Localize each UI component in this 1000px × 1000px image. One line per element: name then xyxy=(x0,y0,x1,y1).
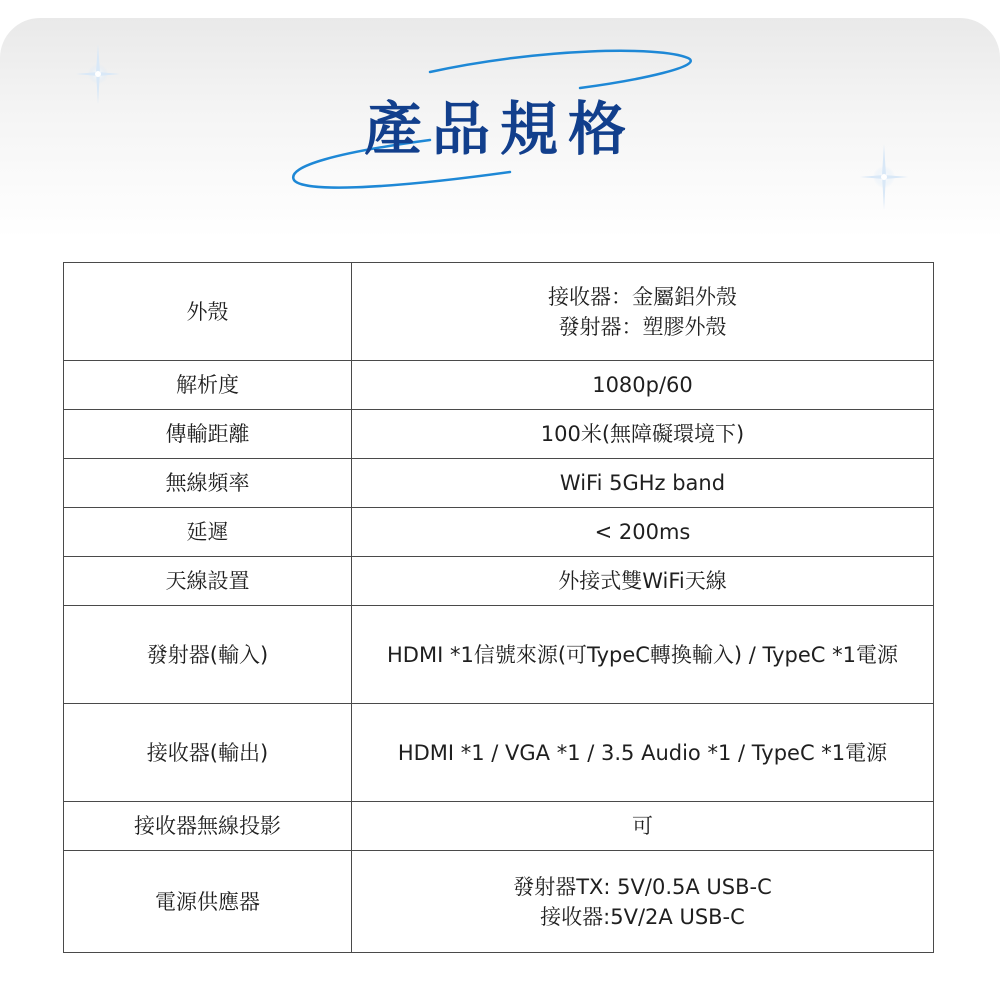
spec-value-line: 接收器:5V/2A USB-C xyxy=(540,904,745,929)
spec-label: 發射器(輸入) xyxy=(64,606,352,704)
spec-value: 外接式雙WiFi天線 xyxy=(352,557,934,606)
table-row xyxy=(64,851,934,953)
spec-value-line: 發射器：塑膠外殼 xyxy=(558,314,727,339)
spec-label: 解析度 xyxy=(64,361,352,410)
spec-label: 接收器無線投影 xyxy=(64,802,352,851)
table-row xyxy=(64,557,934,606)
page-title: 產品規格 xyxy=(363,95,636,163)
spec-value: < 200ms xyxy=(352,508,934,557)
spec-label: 電源供應器 xyxy=(64,851,352,953)
table-row xyxy=(64,263,934,361)
table-row xyxy=(64,606,934,704)
table-row xyxy=(64,410,934,459)
spec-value xyxy=(352,851,934,953)
spec-value: HDMI *1信號來源(可TypeC轉換輸入) / TypeC *1電源 xyxy=(352,606,934,704)
spec-label: 延遲 xyxy=(64,508,352,557)
spec-label: 天線設置 xyxy=(64,557,352,606)
spec-label: 傳輸距離 xyxy=(64,410,352,459)
spec-value: WiFi 5GHz band xyxy=(352,459,934,508)
spec-value: HDMI *1 / VGA *1 / 3.5 Audio *1 / TypeC *1電源 xyxy=(352,704,934,802)
spec-value: 100米(無障礙環境下) xyxy=(352,410,934,459)
spec-value-line: 接收器：金屬鋁外殼 xyxy=(548,284,737,309)
spec-label: 無線頻率 xyxy=(64,459,352,508)
table-row xyxy=(64,361,934,410)
spec-value: 1080p/60 xyxy=(352,361,934,410)
spec-table xyxy=(63,262,934,953)
spec-label: 外殼 xyxy=(64,263,352,361)
table-row xyxy=(64,508,934,557)
spec-label: 接收器(輸出) xyxy=(64,704,352,802)
table-row xyxy=(64,802,934,851)
table-row xyxy=(64,704,934,802)
spec-value: 可 xyxy=(352,802,934,851)
spec-value xyxy=(352,263,934,361)
table-row xyxy=(64,459,934,508)
spec-value-line: 發射器TX: 5V/0.5A USB-C xyxy=(513,874,772,899)
